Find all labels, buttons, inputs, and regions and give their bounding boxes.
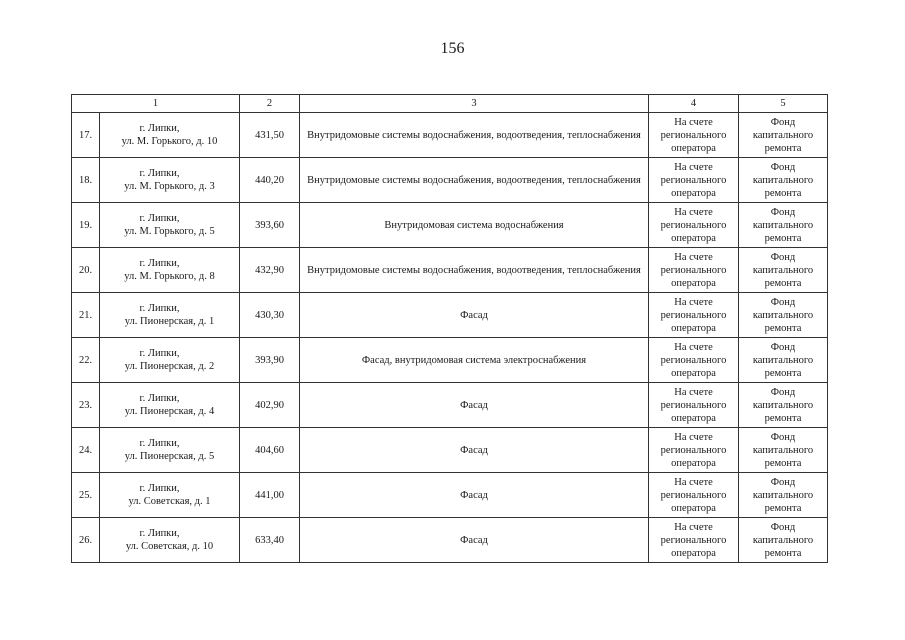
address-city: г. Липки, <box>139 168 180 179</box>
address-city: г. Липки, <box>139 528 180 539</box>
account-line-3: оператора <box>671 547 716 559</box>
account-line-1: На счете <box>674 341 713 353</box>
fund-line-1: Фонд <box>770 161 796 173</box>
account-line-3: оператора <box>671 412 716 424</box>
row-fund <box>739 203 828 248</box>
account-line-2: регионального <box>660 534 727 546</box>
row-fund <box>739 428 828 473</box>
fund-line-1: Фонд <box>770 431 796 443</box>
row-fund <box>739 248 828 293</box>
address-street: ул. Пионерская, д. 4 <box>124 406 215 417</box>
row-account <box>649 518 739 563</box>
row-number: 26. <box>72 518 100 563</box>
row-account <box>649 113 739 158</box>
fund-line-2: капитального <box>752 354 814 366</box>
header-col-1: 1 <box>72 95 240 113</box>
table-header-row <box>72 95 828 113</box>
account-line-1: На счете <box>674 296 713 308</box>
row-number: 22. <box>72 338 100 383</box>
row-area: 633,40 <box>240 518 300 563</box>
account-line-1: На счете <box>674 431 713 443</box>
row-account <box>649 248 739 293</box>
row-fund <box>739 383 828 428</box>
row-fund <box>739 158 828 203</box>
account-line-2: регионального <box>660 264 727 276</box>
fund-line-2: капитального <box>752 174 814 186</box>
fund-line-2: капитального <box>752 489 814 501</box>
row-work-type: Фасад, внутридомовая система электроснабжения <box>300 338 649 383</box>
row-address <box>100 113 240 158</box>
account-line-3: оператора <box>671 502 716 514</box>
row-account <box>649 338 739 383</box>
fund-line-3: ремонта <box>764 412 802 424</box>
table-header <box>72 95 828 113</box>
fund-line-2: капитального <box>752 264 814 276</box>
account-line-1: На счете <box>674 476 713 488</box>
address-street: ул. М. Горького, д. 8 <box>124 271 215 282</box>
row-address <box>100 428 240 473</box>
address-city: г. Липки, <box>139 303 180 314</box>
row-work-type: Фасад <box>300 518 649 563</box>
account-line-1: На счете <box>674 386 713 398</box>
row-area: 441,00 <box>240 473 300 518</box>
account-line-3: оператора <box>671 142 716 154</box>
fund-line-1: Фонд <box>770 341 796 353</box>
fund-line-3: ремонта <box>764 142 802 154</box>
row-account <box>649 158 739 203</box>
table-row <box>72 293 828 338</box>
row-work-type: Внутридомовые системы водоснабжения, водоотведения, теплоснабжения <box>300 113 649 158</box>
row-work-type: Фасад <box>300 383 649 428</box>
address-street: ул. Пионерская, д. 1 <box>124 316 215 327</box>
fund-line-3: ремонта <box>764 322 802 334</box>
page-number: 156 <box>440 40 465 57</box>
fund-line-1: Фонд <box>770 251 796 263</box>
row-work-type: Внутридомовые системы водоснабжения, водоотведения, теплоснабжения <box>300 248 649 293</box>
fund-line-1: Фонд <box>770 296 796 308</box>
fund-line-1: Фонд <box>770 116 796 128</box>
row-fund <box>739 293 828 338</box>
row-number: 25. <box>72 473 100 518</box>
row-number: 21. <box>72 293 100 338</box>
row-address <box>100 338 240 383</box>
header-col-2: 2 <box>240 95 300 113</box>
table-row <box>72 248 828 293</box>
account-line-3: оператора <box>671 187 716 199</box>
row-account <box>649 383 739 428</box>
address-city: г. Липки, <box>139 258 180 269</box>
address-street: ул. Советская, д. 10 <box>125 541 214 552</box>
row-work-type: Внутридомовые системы водоснабжения, водоотведения, теплоснабжения <box>300 158 649 203</box>
address-city: г. Липки, <box>139 348 180 359</box>
row-fund <box>739 473 828 518</box>
address-city: г. Липки, <box>139 393 180 404</box>
row-number: 17. <box>72 113 100 158</box>
row-number: 18. <box>72 158 100 203</box>
account-line-2: регионального <box>660 129 727 141</box>
row-address <box>100 248 240 293</box>
row-area: 402,90 <box>240 383 300 428</box>
table-body <box>72 113 828 563</box>
account-line-3: оператора <box>671 277 716 289</box>
account-line-2: регионального <box>660 174 727 186</box>
row-area: 440,20 <box>240 158 300 203</box>
row-account <box>649 473 739 518</box>
fund-line-1: Фонд <box>770 386 796 398</box>
account-line-1: На счете <box>674 251 713 263</box>
row-work-type: Внутридомовая система водоснабжения <box>300 203 649 248</box>
row-address <box>100 473 240 518</box>
table-row <box>72 383 828 428</box>
fund-line-3: ремонта <box>764 457 802 469</box>
table-row <box>72 518 828 563</box>
account-line-1: На счете <box>674 521 713 533</box>
fund-line-3: ремонта <box>764 502 802 514</box>
row-fund <box>739 113 828 158</box>
table-row <box>72 158 828 203</box>
row-address <box>100 293 240 338</box>
fund-line-1: Фонд <box>770 476 796 488</box>
fund-line-3: ремонта <box>764 187 802 199</box>
address-street: ул. Пионерская, д. 5 <box>124 451 215 462</box>
row-address <box>100 518 240 563</box>
row-fund <box>739 338 828 383</box>
header-col-3: 3 <box>300 95 649 113</box>
row-area: 404,60 <box>240 428 300 473</box>
row-number: 19. <box>72 203 100 248</box>
row-address <box>100 158 240 203</box>
row-area: 393,60 <box>240 203 300 248</box>
account-line-2: регионального <box>660 219 727 231</box>
account-line-3: оператора <box>671 322 716 334</box>
address-city: г. Липки, <box>139 438 180 449</box>
row-number: 23. <box>72 383 100 428</box>
address-street: ул. М. Горького, д. 10 <box>121 136 218 147</box>
row-account <box>649 293 739 338</box>
address-street: ул. М. Горького, д. 5 <box>124 226 215 237</box>
account-line-2: регионального <box>660 309 727 321</box>
row-address <box>100 383 240 428</box>
account-line-3: оператора <box>671 367 716 379</box>
address-city: г. Липки, <box>139 213 180 224</box>
fund-line-3: ремонта <box>764 547 802 559</box>
address-city: г. Липки, <box>139 123 180 134</box>
table-row <box>72 113 828 158</box>
row-work-type: Фасад <box>300 473 649 518</box>
account-line-3: оператора <box>671 232 716 244</box>
row-work-type: Фасад <box>300 293 649 338</box>
account-line-1: На счете <box>674 161 713 173</box>
fund-line-3: ремонта <box>764 277 802 289</box>
account-line-2: регионального <box>660 444 727 456</box>
fund-line-1: Фонд <box>770 521 796 533</box>
fund-line-2: капитального <box>752 399 814 411</box>
fund-line-1: Фонд <box>770 206 796 218</box>
row-area: 431,50 <box>240 113 300 158</box>
header-col-5: 5 <box>739 95 828 113</box>
row-fund <box>739 518 828 563</box>
table-row <box>72 203 828 248</box>
account-line-3: оператора <box>671 457 716 469</box>
table-row <box>72 428 828 473</box>
fund-line-3: ремонта <box>764 367 802 379</box>
row-number: 24. <box>72 428 100 473</box>
account-line-1: На счете <box>674 116 713 128</box>
fund-line-2: капитального <box>752 219 814 231</box>
repair-program-table <box>71 94 828 563</box>
account-line-2: регионального <box>660 354 727 366</box>
fund-line-2: капитального <box>752 129 814 141</box>
row-work-type: Фасад <box>300 428 649 473</box>
row-area: 393,90 <box>240 338 300 383</box>
row-account <box>649 428 739 473</box>
address-street: ул. М. Горького, д. 3 <box>124 181 215 192</box>
fund-line-2: капитального <box>752 309 814 321</box>
fund-line-3: ремонта <box>764 232 802 244</box>
row-area: 430,30 <box>240 293 300 338</box>
fund-line-2: капитального <box>752 534 814 546</box>
address-street: ул. Советская, д. 1 <box>128 496 211 507</box>
account-line-2: регионального <box>660 489 727 501</box>
account-line-1: На счете <box>674 206 713 218</box>
table-row <box>72 473 828 518</box>
header-col-4: 4 <box>649 95 739 113</box>
row-number: 20. <box>72 248 100 293</box>
row-area: 432,90 <box>240 248 300 293</box>
row-address <box>100 203 240 248</box>
address-street: ул. Пионерская, д. 2 <box>124 361 215 372</box>
row-account <box>649 203 739 248</box>
account-line-2: регионального <box>660 399 727 411</box>
table-row <box>72 338 828 383</box>
fund-line-2: капитального <box>752 444 814 456</box>
address-city: г. Липки, <box>139 483 180 494</box>
